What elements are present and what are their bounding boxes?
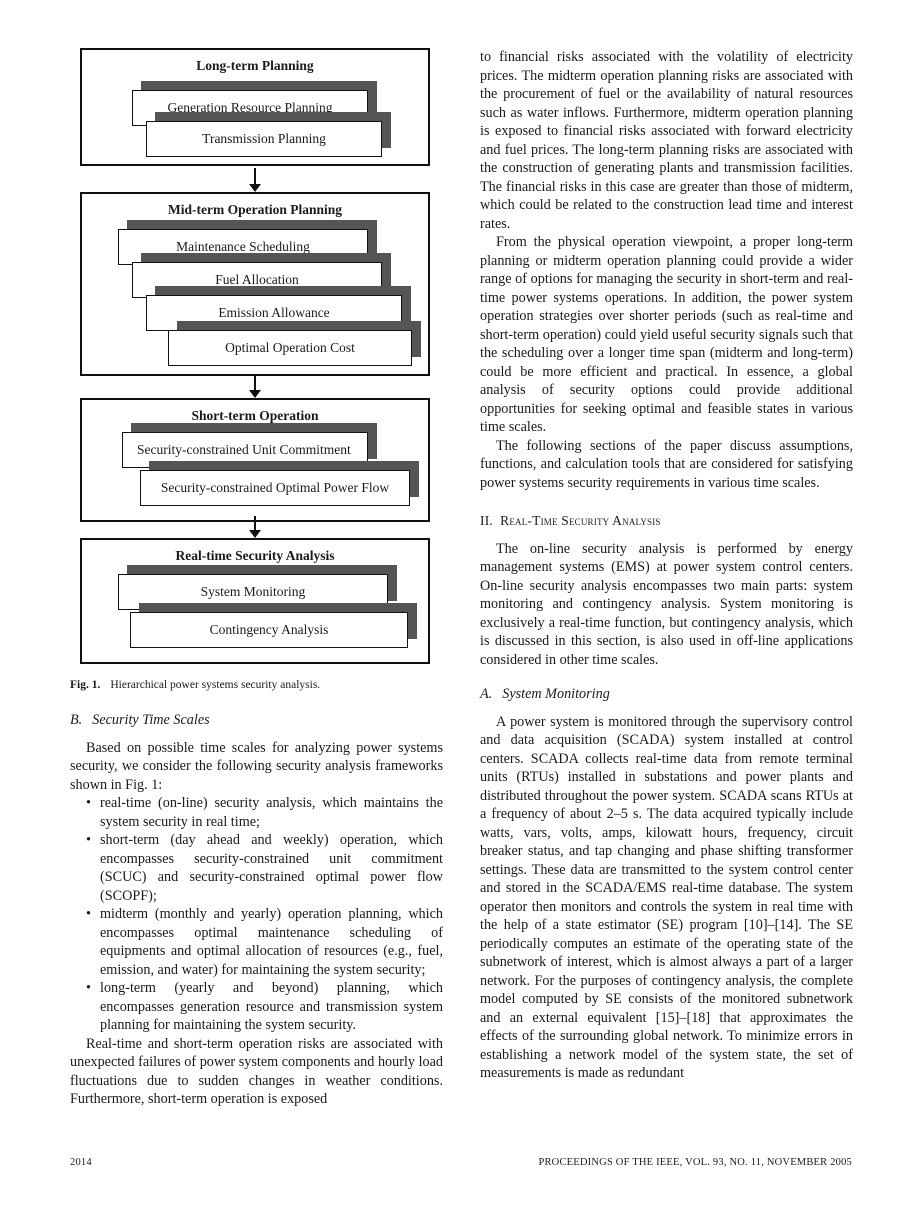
bullet-item: • long-term (yearly and beyond) planning, which encompasses generation resource and transmission system planning for maintaining the system security. (70, 979, 443, 1035)
box-generation-resource-planning: Generation Resource Planning (132, 90, 368, 126)
closing-paragraph: Real-time and short-term operation risks are associated with unexpected failures of power system components and hourly load fluctuations due to sudden changes in weather conditions. Furthermore, short-term operation is exposed (70, 1035, 443, 1107)
section-number: II. (480, 513, 493, 528)
subsection-title: System Monitoring (502, 686, 610, 702)
left-column (70, 711, 443, 1109)
box-scopf: Security-constrained Optimal Power Flow (140, 470, 410, 506)
section-title: Short-term Operation (191, 408, 319, 423)
box-fuel-allocation: Fuel Allocation (132, 262, 382, 298)
box-scuc: Security-constrained Unit Commitment (122, 432, 368, 468)
section-long-term (80, 48, 430, 166)
box-contingency-analysis: Contingency Analysis (130, 612, 408, 648)
subsection-title: Security Time Scales (92, 712, 210, 728)
page-number: 2014 (70, 1157, 92, 1168)
bullet-item: • midterm (monthly and yearly) operation planning, which encompasses optimal maintenance scheduling of equipments and optimal allocation of resources (e.g., fuel, emission, and water) for maintaining the system security; (70, 905, 443, 979)
figure-hierarchy (70, 40, 450, 680)
paragraph: A power system is monitored through the supervisory control and data acquisition (SCADA) system installed at control centers. SCADA collects real-time data from remote terminal units (RTUs) installed in substations and power plants and distributed throughout the power system. SCADA scans RTUs at a frequency of about 2–5 s. The data acquired typically include watts, vars, volts, amps, kilowatt hours, frequency, circuit breaker status, and tap changing and phase shifting transformer settings. These data are transmitted to the system control center and stored in the SCADA/EMS real-time database. The system operator then monitors and controls the system in real time with the help of a state estimator (SE) program [10]–[14]. The SE periodically computes an estimate of the operating state of the subnetwork of interest, which is almost always a part of a larger network. For the purposes of contingency analysis, the complete model computed by SE consists of the monitored subnetwork and an external equivalent [15]–[18] that approximates the effects of the surrounding global network. To minimize errors in establishing a network model of the system state, the set of measurements is made as redundant (480, 713, 853, 1081)
section-title: Real-Time Security Analysis (500, 513, 661, 528)
paragraph: to financial risks associated with the volatility of electricity prices. The midterm operation planning risks are associated with the procurement of fuel or the availability of natural resources such as water inflows. Furthermore, midterm operation planning is exposed to financial risks associated with forward electricity and fuel prices. The long-term planning risks are associated with the construction of generating plants and transmission facilities. The financial risks in this case are greater than those of midterm, which could be related to the construction lead time and interest rates. (480, 49, 853, 232)
box-system-monitoring: System Monitoring (118, 574, 388, 610)
figure-caption (70, 679, 320, 691)
section-title: Long-term Planning (196, 58, 314, 73)
section-title: Real-time Security Analysis (175, 548, 335, 563)
section-short-term (80, 398, 430, 522)
right-column (480, 48, 853, 1083)
caption-text: Hierarchical power systems security analysis. (110, 679, 321, 691)
bullet-item: • real-time (on-line) security analysis, which maintains the system security in real time; (70, 794, 443, 831)
arrow-down (254, 516, 256, 536)
paragraph: The on-line security analysis is performed by energy management systems (EMS) at power system control centers. On-line security analysis encompasses two main parts: system monitoring and contingency analysis. System monitoring is exclusively a real-time function, but contingency analysis, which is discussed in this section, is also used in off-line applications considered in other time scales. (480, 540, 853, 668)
box-maintenance-scheduling: Maintenance Scheduling (118, 229, 368, 265)
arrow-down (254, 376, 256, 396)
paragraph: From the physical operation viewpoint, a proper long-term planning or midterm operation planning could provide a wider range of options for managing the security in short-term and real-time power systems operations. In addition, the power system operation strategies over shorter periods (such as real-time and short-term operation) could yield useful security signals such that the scheduling over a longer time span (midterm and long-term) could be more efficient and practical. In essence, a global analysis of security options could provide additional opportunities for seeking optimal and feasible states in various time scales. (480, 234, 853, 435)
section-real-time (80, 538, 430, 664)
caption-label: Fig. 1. (70, 679, 101, 691)
box-optimal-operation-cost: Optimal Operation Cost (168, 330, 412, 366)
box-transmission-planning: Transmission Planning (146, 121, 382, 157)
subsection-label: A. (480, 686, 493, 702)
section-heading (480, 512, 853, 531)
section-mid-term (80, 192, 430, 376)
box-emission-allowance: Emission Allowance (146, 295, 402, 331)
subsection-heading (70, 711, 443, 730)
paragraph: The following sections of the paper discuss assumptions, functions, and calculation tools that are considered for satisfying power systems security requirements in various time scales. (480, 437, 853, 491)
subsection-label: B. (70, 712, 83, 728)
subsection-heading (480, 685, 853, 704)
arrow-down (254, 168, 256, 190)
intro-paragraph: Based on possible time scales for analyzing power systems security, we consider the following security analysis frameworks shown in Fig. 1: (70, 739, 443, 793)
section-title: Mid-term Operation Planning (168, 202, 342, 217)
bullet-list (70, 794, 443, 1035)
journal-footer: PROCEEDINGS OF THE IEEE, VOL. 93, NO. 11, NOVEMBER 2005 (538, 1157, 852, 1168)
bullet-item: • short-term (day ahead and weekly) operation, which encompasses security-constrained unit commitment (SCUC) and security-constrained optimal power flow (SCOPF); (70, 831, 443, 905)
